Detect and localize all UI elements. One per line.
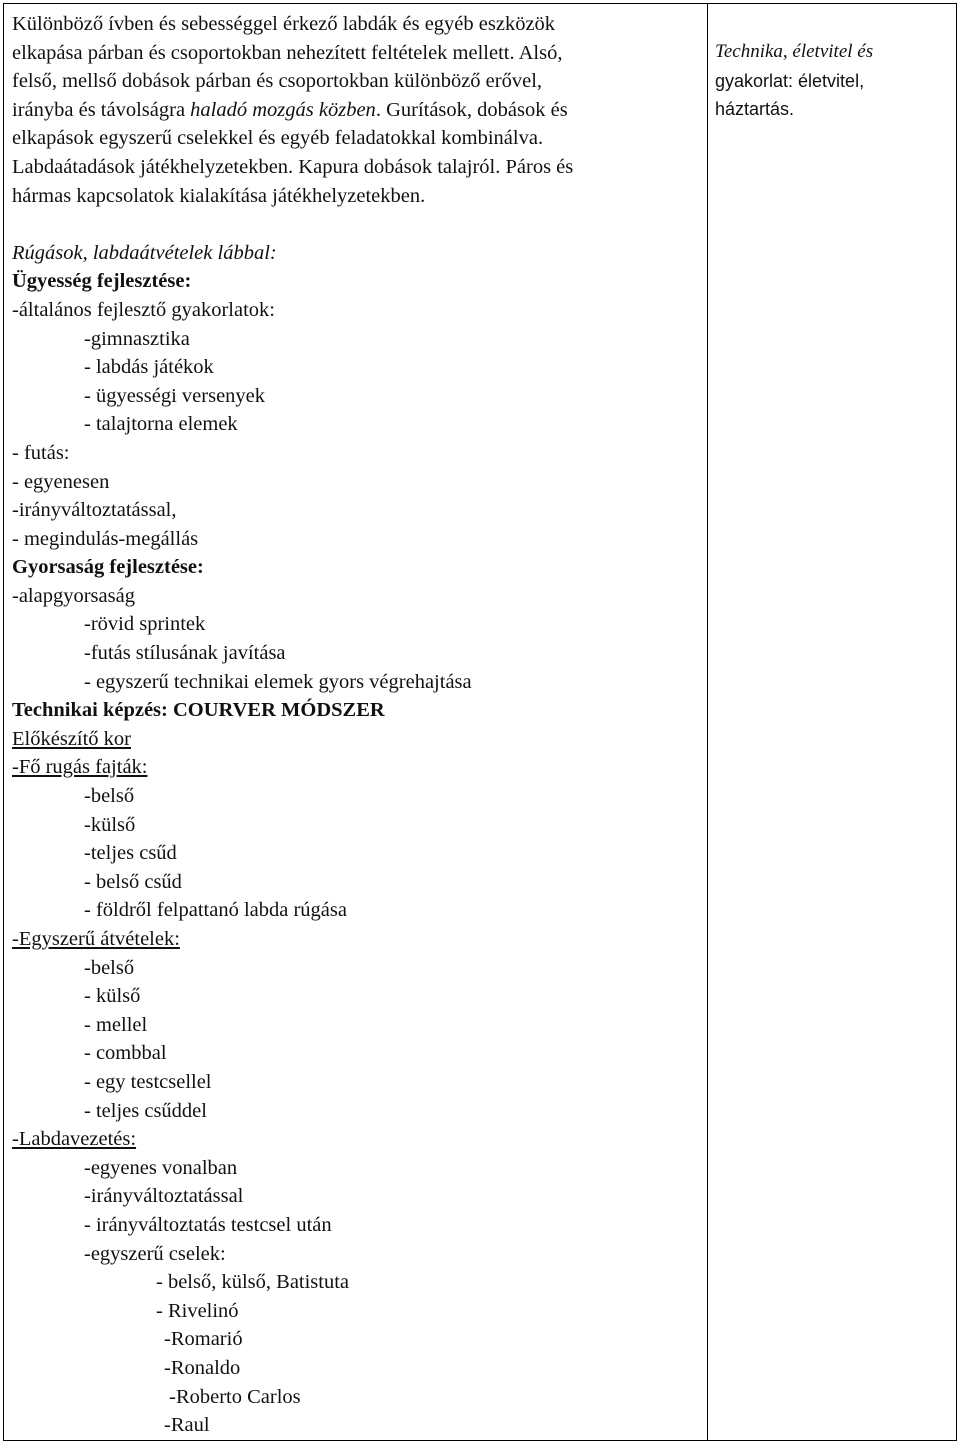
- base-speed: -alapgyorsaság: [12, 584, 135, 607]
- intro-line-2: elkapása párban és csoportokban nehezített feltételek mellett. Alsó,: [12, 41, 563, 64]
- intro-line-4: [12, 96, 699, 125]
- list-item: -futás stílusának javítása: [84, 642, 286, 665]
- dribble-heading: [12, 1125, 699, 1154]
- list-item: - belső csűd: [84, 870, 182, 893]
- curriculum-table: [3, 3, 957, 1441]
- list-item: - Rivelinó: [156, 1299, 239, 1322]
- receptions-heading: [12, 925, 699, 954]
- dribble-label: -Labdavezetés:: [12, 1128, 137, 1151]
- list-item: - labdás játékok: [84, 356, 214, 379]
- competence-cell: [708, 4, 957, 1441]
- spacer: [12, 210, 699, 239]
- speed-heading: Gyorsaság fejlesztése:: [12, 556, 204, 579]
- list-item: - egyenesen: [12, 470, 110, 493]
- list-item: -irányváltoztatással,: [12, 499, 177, 522]
- list-item: - belső, külső, Batistuta: [156, 1271, 350, 1294]
- receptions-label: -Egyszerű átvételek:: [12, 928, 180, 950]
- kick-types-label: -Fő rugás fajták:: [12, 756, 148, 779]
- prep-age-heading: [12, 725, 699, 754]
- list-item: -Ronaldo: [164, 1356, 241, 1379]
- list-item: -belső: [84, 956, 135, 979]
- intro-line-1: Különböző ívben és sebességgel érkező labdák és egyéb eszközök: [12, 13, 556, 35]
- list-item: - földről felpattanó labda rúgása: [84, 899, 347, 922]
- intro-line-6: Labdaátadások játékhelyzetekben. Kapura dobások talajról. Páros és: [12, 155, 574, 178]
- list-item: - egy testcsellel: [84, 1070, 212, 1093]
- intro-line-5: elkapások egyszerű cselekkel és egyéb feladatokkal kombinálva.: [12, 127, 544, 150]
- list-item: -Raul: [164, 1414, 210, 1437]
- list-item: -egyszerű cselek:: [84, 1242, 226, 1265]
- table-row: [4, 4, 957, 1441]
- intro-line-4-c: . Gurítások, dobások és: [375, 98, 568, 121]
- kick-heading: Rúgások, labdaátvételek lábbal:: [12, 241, 277, 264]
- prep-age-label: Előkészítő kor: [12, 727, 131, 750]
- running-label: - futás:: [12, 441, 70, 464]
- list-item: - talajtorna elemek: [84, 413, 238, 436]
- intro-line-4-a: irányba és távolságra: [12, 98, 191, 121]
- intro-line-4-italic: haladó mozgás közben: [190, 98, 376, 121]
- list-item: - mellel: [84, 1013, 148, 1036]
- list-item: - külső: [84, 985, 141, 1008]
- list-item: - ügyességi versenyek: [84, 384, 266, 407]
- list-item: - irányváltoztatás testcsel után: [84, 1213, 332, 1236]
- list-item: -irányváltoztatással: [84, 1185, 244, 1208]
- general-exercises: -általános fejlesztő gyakorlatok:: [12, 298, 275, 321]
- list-item: -egyenes vonalban: [84, 1156, 238, 1179]
- agility-heading: Ügyesség fejlesztése:: [12, 270, 192, 293]
- intro-line-3: felső, mellső dobások párban és csoportokban különböző erővel,: [12, 70, 543, 93]
- list-item: - teljes csűddel: [84, 1099, 207, 1122]
- list-item: - combbal: [84, 1042, 167, 1065]
- list-item: -rövid sprintek: [84, 613, 206, 636]
- intro-line-7: hármas kapcsolatok kialakítása játékhelyzetekben.: [12, 184, 426, 207]
- content-cell: [4, 4, 708, 1441]
- list-item: -belső: [84, 785, 135, 808]
- competence-line-3: háztartás.: [715, 99, 795, 120]
- list-item: - megindulás-megállás: [12, 527, 199, 550]
- list-item: -külső: [84, 813, 136, 836]
- list-item: -Roberto Carlos: [164, 1385, 301, 1408]
- list-item: -Romarió: [164, 1328, 243, 1351]
- list-item: -gimnasztika: [84, 327, 190, 350]
- kick-types-heading: [12, 753, 699, 782]
- list-item: -teljes csűd: [84, 842, 177, 865]
- competence-line-1: Technika, életvitel és: [715, 41, 874, 62]
- technical-heading: Technikai képzés: COURVER MÓDSZER: [12, 699, 385, 722]
- competence-line-2: gyakorlat: életvitel,: [715, 70, 865, 91]
- list-item: - egyszerű technikai elemek gyors végrehajtása: [84, 670, 472, 693]
